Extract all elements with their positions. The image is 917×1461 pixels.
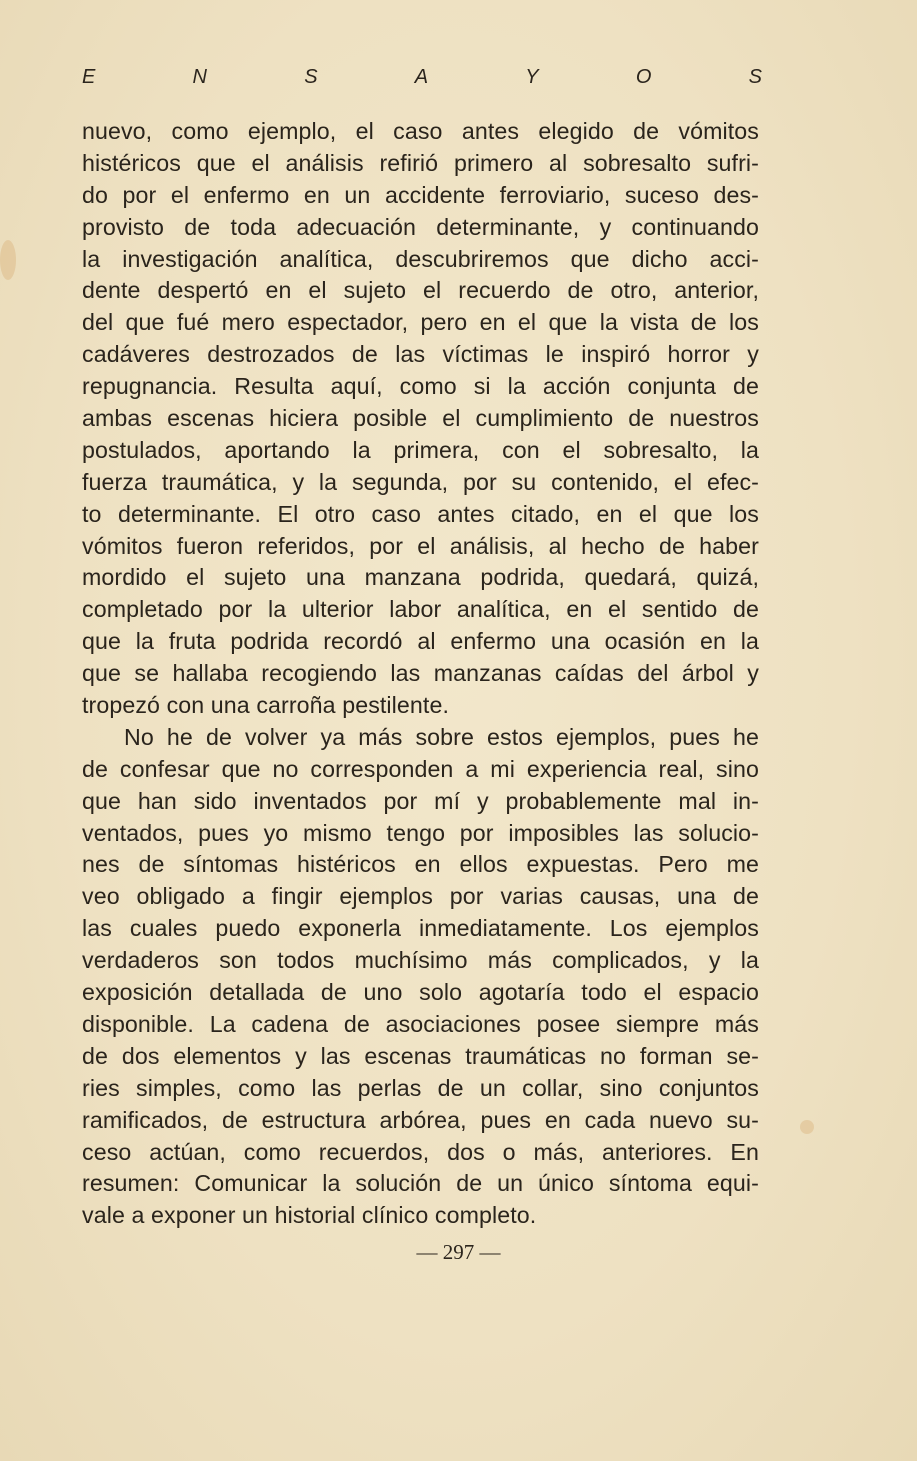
header-letter: A [414, 65, 429, 88]
header-letter: O [635, 65, 652, 88]
text-line: nes de síntomas histéricos en ellos expuestas. Pero me [82, 851, 759, 878]
header-letter: S [304, 65, 318, 88]
text-line: postulados, aportando la primera, con el sobresalto, la [82, 436, 759, 463]
text-line: que se hallaba recogiendo las manzanas caídas del árbol y [82, 660, 759, 687]
text-line: ceso actúan, como recuerdos, dos o más, anteriores. En [82, 1138, 759, 1165]
text-line: dente despertó en el sujeto el recuerdo de otro, anterior, [82, 277, 759, 304]
foxing-stain [0, 240, 16, 280]
text-line: de dos elementos y las escenas traumáticas no forman se- [82, 1042, 759, 1069]
text-line: do por el enfermo en un accidente ferroviario, suceso des- [82, 181, 759, 208]
text-line: nuevo, como ejemplo, el caso antes elegido de vómitos [82, 118, 759, 144]
text-line: resumen: Comunicar la solución de un único síntoma equi- [82, 1170, 759, 1197]
body-text [82, 116, 759, 1232]
text-line: que la fruta podrida recordó al enfermo una ocasión en la [82, 628, 759, 655]
text-line: del que fué mero espectador, pero en el que la vista de los [82, 309, 759, 336]
text-line: veo obligado a fingir ejemplos por varias causas, una de [82, 883, 759, 910]
text-line: completado por la ulterior labor analítica, en el sentido de [82, 596, 759, 623]
page-number: — 297 — [416, 1240, 501, 1264]
text-line: la investigación analítica, descubriremos que dicho acci- [82, 245, 759, 272]
header-letter: S [748, 65, 762, 88]
running-header [82, 62, 762, 92]
text-line: las cuales puedo exponerla inmediatamente. Los ejemplos [82, 915, 759, 942]
text-line: ambas escenas hiciera posible el cumplimiento de nuestros [82, 405, 759, 432]
text-line: que han sido inventados por mí y probablemente mal in- [82, 787, 759, 814]
text-line: ramificados, de estructura arbórea, pues en cada nuevo su- [82, 1106, 759, 1133]
text-line: to determinante. El otro caso antes citado, en el que los [82, 500, 759, 527]
text-line: repugnancia. Resulta aquí, como si la acción conjunta de [82, 373, 759, 400]
text-line: fuerza traumática, y la segunda, por su contenido, el efec- [82, 468, 759, 495]
text-line: histéricos que el análisis refirió primero al sobresalto sufri- [82, 149, 759, 176]
text-line: disponible. La cadena de asociaciones posee siempre más [82, 1010, 759, 1037]
text-line: cadáveres destrozados de las víctimas le inspiró horror y [82, 341, 759, 368]
text-line: vómitos fueron referidos, por el análisis, al hecho de haber [82, 532, 759, 559]
text-line: verdaderos son todos muchísimo más complicados, y la [82, 947, 759, 974]
text-line: mordido el sujeto una manzana podrida, quedará, quizá, [82, 564, 759, 591]
header-letter: E [82, 65, 96, 88]
paragraph [82, 722, 759, 1232]
text-line: tropezó con una carroña pestilente. [82, 692, 450, 719]
text-line: No he de volver ya más sobre estos ejemplos, pues he [124, 723, 759, 750]
text-line: provisto de toda adecuación determinante, y continuando [82, 213, 759, 240]
text-line: vale a exponer un historial clínico completo. [82, 1202, 537, 1229]
paragraph [82, 116, 759, 722]
header-letter: N [192, 65, 207, 88]
header-letter: Y [525, 65, 539, 88]
text-line: ventados, pues yo mismo tengo por imposibles las solucio- [82, 819, 759, 846]
foxing-stain [800, 1120, 814, 1134]
text-line: de confesar que no corresponden a mi experiencia real, sino [82, 755, 759, 782]
text-line: ries simples, como las perlas de un collar, sino conjuntos [82, 1074, 759, 1101]
text-line: exposición detallada de uno solo agotaría todo el espacio [82, 979, 759, 1006]
